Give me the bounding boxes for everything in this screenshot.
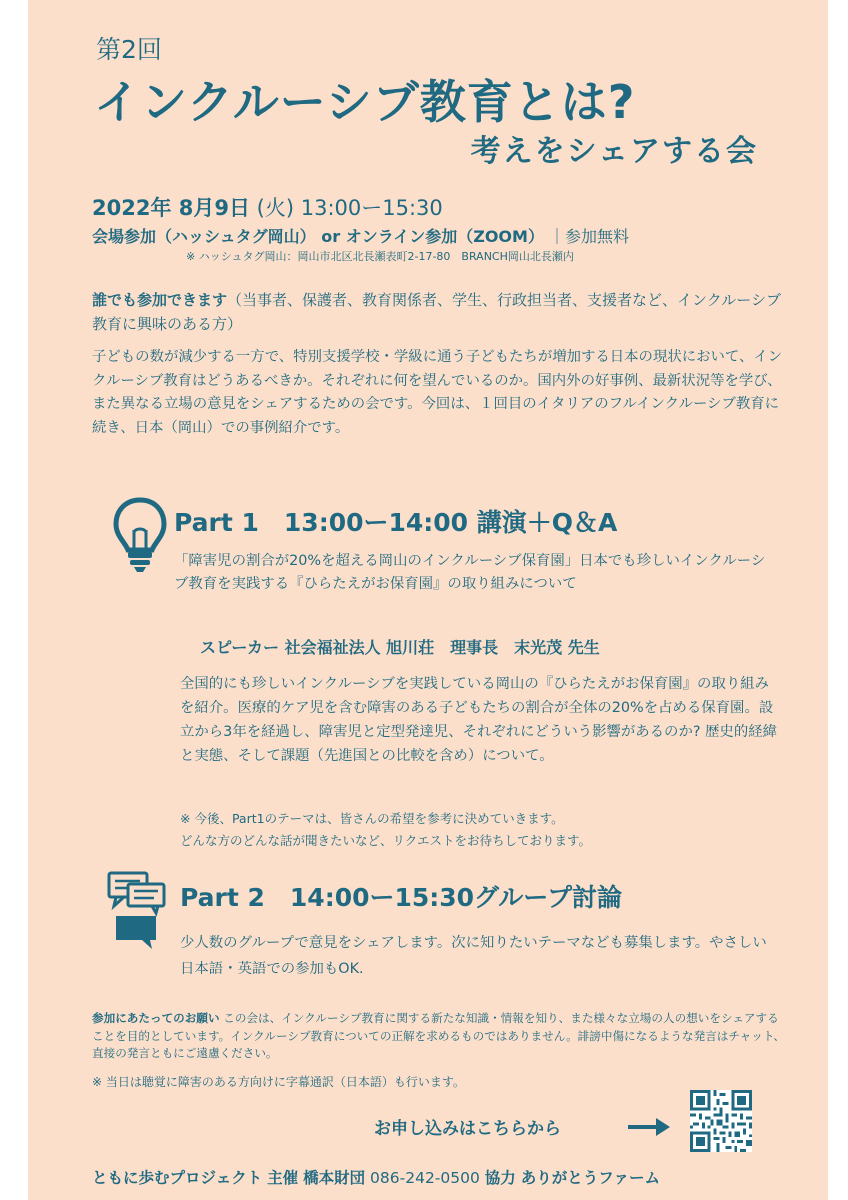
round-label: 第2回 — [96, 35, 162, 64]
page-title: インクルーシブ教育とは? — [94, 75, 636, 129]
part1-note-line2: どんな方のどんな話が聞きたいなど、リクエストをお待ちしております。 — [180, 833, 592, 848]
event-date-strong: 2022年 8月9日 — [92, 196, 250, 220]
footer-phone[interactable]: 086-242-0500 — [370, 1169, 480, 1187]
part2-heading: Part 2 14:00ー15:30グループ討論 — [180, 883, 623, 912]
flyer — [28, 0, 828, 1200]
footer-host: 橋本財団 — [303, 1169, 366, 1187]
part1-note — [180, 808, 800, 852]
lightbulb-icon — [112, 494, 168, 574]
event-fee: ｜参加無料 — [549, 227, 630, 246]
qr-code[interactable] — [690, 1090, 752, 1152]
notice-text: この会は、インクルーシブ教育に関する新たな知識・情報を知り、また様々な立場の人の想いをシェアすることを目的としています。インクルーシブ教育についての正解を求めるものではありません。誹謗中傷になるような発言はチャット、直接の発言ともにご遠慮ください。 — [92, 1011, 785, 1060]
caption-notice: ※ 当日は聴覚に障害のある方向けに字幕通訳（日本語）も行います。 — [92, 1075, 465, 1089]
audience-text — [92, 288, 782, 336]
participation-notice — [92, 1010, 788, 1063]
footer-coop: ありがとうファーム — [520, 1169, 660, 1187]
audience-detail: （当事者、保護者、教育関係者、学生、行政担当者、支援者など、インクルーシブ教育に興味のある方） — [92, 291, 781, 333]
part1-note-line1: ※ 今後、Part1のテーマは、皆さんの希望を参考に決めていきます。 — [180, 811, 564, 826]
notice-strong: 参加にあたってのお願い — [92, 1011, 220, 1025]
audience-strong: 誰でも参加できます — [92, 291, 228, 309]
footer-project: ともに歩むプロジェクト — [92, 1169, 263, 1187]
part2-description: 少人数のグループで意見をシェアします。次に知りたいテーマなども募集します。やさしい日本語・英語での参加もOK. — [180, 935, 767, 977]
intro-description: 子どもの数が減少する一方で、特別支援学校・学級に通う子どもたちが増加する日本の現状において、インクルーシブ教育はどうあるべきか。それぞれに何を望んでいるのか。国内外の好事例、最新状況等を学び、また異なる立場の意見をシェアするための会です。今回は、１回目のイタリアのフルインクルーシブ教育に続き、日本（岡山）での事例紹介です。 — [92, 349, 783, 436]
event-venue — [92, 224, 629, 247]
event-venue-strong: 会場参加（ハッシュタグ岡山） or オンライン参加（ZOOM） — [92, 227, 544, 246]
venue-address: ※ ハッシュタグ岡山：岡山市北区北長瀬表町2-17-80 BRANCH岡山北長瀬内 — [186, 250, 574, 263]
event-date — [92, 192, 443, 222]
part1-speaker: スピーカー 社会福祉法人 旭川荘 理事長 末光茂 先生 — [200, 638, 600, 657]
part1-description: 全国的にも珍しいインクルーシブを実践している岡山の『ひらたえがお保育園』の取り組みを紹介。医療的ケア児を含む障害のある子どもたちの割合が全体の20%を占める保育園。設立から3年を経過し、障害児と定型発達児、それぞれにどういう影響があるのか? 歴史的経緯と実態、そして課題（先進国との比較を含め）について。 — [180, 676, 777, 764]
footer-host-label: 主催 — [267, 1169, 299, 1187]
page-subtitle: 考えをシェアする会 — [470, 134, 758, 169]
part1-heading: Part 1 13:00ー14:00 講演＋Q＆A — [174, 508, 618, 537]
event-date-time: (火) 13:00ー15:30 — [249, 196, 443, 220]
part1-subtitle: 「障害児の割合が20%を超える岡山のインクルーシブ保育園」日本でも珍しいインクルーシブ教育を実践する『ひらたえがお保育園』の取り組みについて — [174, 553, 766, 592]
footer — [92, 1166, 660, 1188]
footer-coop-label: 協力 — [484, 1169, 516, 1187]
chat-bubbles-icon — [106, 870, 168, 952]
arrow-right-icon — [626, 1114, 672, 1140]
apply-link[interactable]: お申し込みはこちらから — [374, 1119, 561, 1139]
